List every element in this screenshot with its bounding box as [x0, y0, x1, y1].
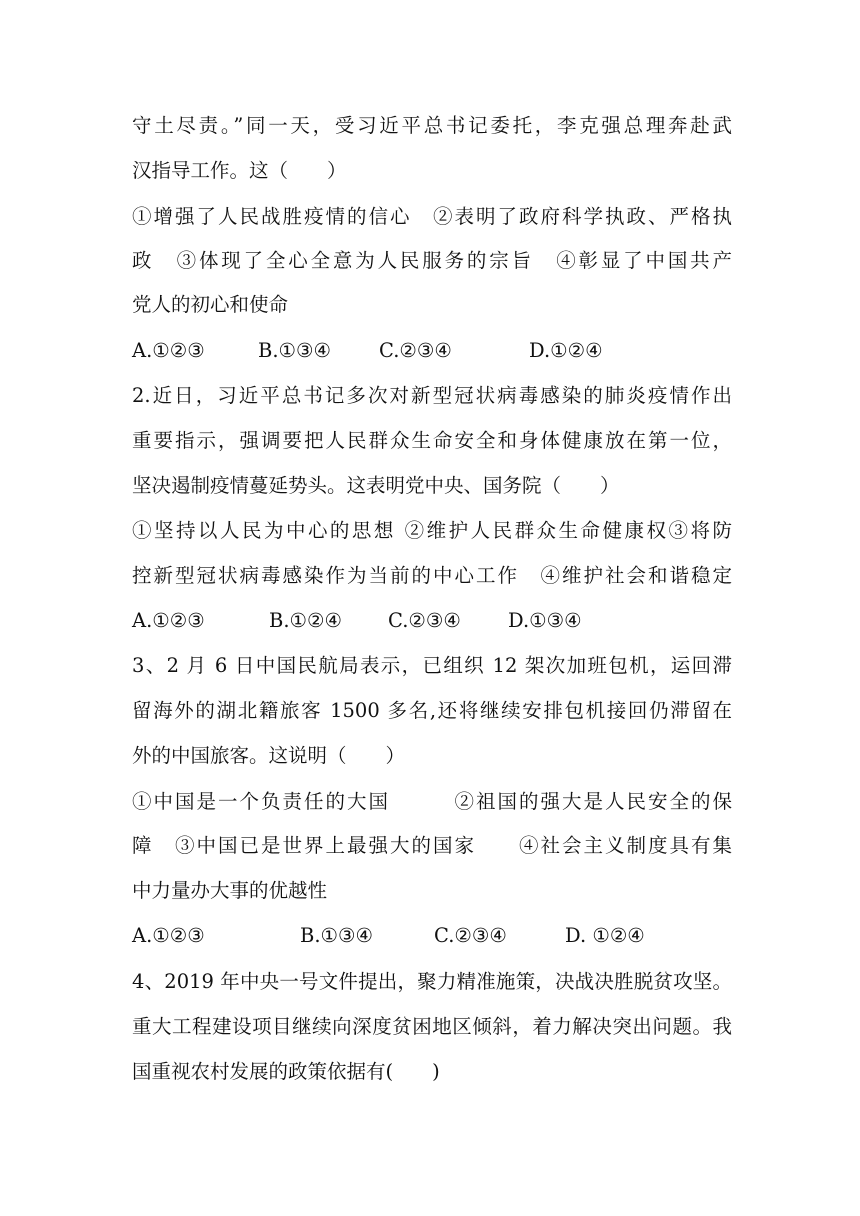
- option-c: C.②③④: [379, 339, 452, 362]
- text-line: 重要指示，强调要把人民群众生命安全和身体健康放在第一位，: [132, 429, 732, 452]
- question-4-line: 4、2019 年中央一号文件提出，聚力精准施策，决战决胜脱贫攻坚。: [132, 970, 732, 993]
- text-line: ①中国是一个负责任的大国 ②祖国的强大是人民安全的保: [132, 790, 732, 813]
- answer-options-q1: [132, 337, 732, 365]
- option-a: A.①②③: [132, 924, 205, 947]
- question-3-line: 3、2 月 6 日中国民航局表示，已组织 12 架次加班包机，运回滞: [132, 654, 732, 677]
- option-d: D. ①②④: [565, 924, 645, 947]
- text-line: 守土尽责。”同一天，受习近平总书记委托，李克强总理奔赴武: [132, 114, 732, 137]
- option-b: B.①③④: [300, 924, 373, 947]
- text-line: 党人的初心和使命: [132, 293, 289, 316]
- text-line: ①增强了人民战胜疫情的信心 ②表明了政府科学执政、严格执: [132, 205, 732, 228]
- option-d: D.①③④: [508, 609, 582, 632]
- option-a: A.①②③: [132, 609, 205, 632]
- text-line: 留海外的湖北籍旅客 1500 多名,还将继续安排包机接回仍滞留在: [132, 699, 732, 722]
- text-line: 国重视农村发展的政策依据有( ): [132, 1060, 440, 1083]
- text-line: 重大工程建设项目继续向深度贫困地区倾斜，着力解决突出问题。我: [132, 1015, 732, 1038]
- option-b: B.①②④: [269, 609, 342, 632]
- option-d: D.①②④: [529, 339, 603, 362]
- answer-options-q2: [132, 607, 732, 635]
- question-2-line: 2.近日，习近平总书记多次对新型冠状病毒感染的肺炎疫情作出: [132, 384, 732, 407]
- text-line: 政 ③体现了全心全意为人民服务的宗旨 ④彰显了中国共产: [132, 249, 732, 272]
- text-line: 中力量办大事的优越性: [132, 879, 328, 902]
- answer-options-q3: [132, 922, 732, 950]
- option-c: C.②③④: [388, 609, 461, 632]
- text-line: 控新型冠状病毒感染作为当前的中心工作 ④维护社会和谐稳定: [132, 564, 732, 587]
- text-line: 汉指导工作。这（ ）: [132, 159, 347, 182]
- text-line: ①坚持以人民为中心的思想 ②维护人民群众生命健康权③将防: [132, 519, 732, 542]
- option-c: C.②③④: [434, 924, 507, 947]
- option-b: B.①③④: [258, 339, 331, 362]
- text-line: 障 ③中国已是世界上最强大的国家 ④社会主义制度具有集: [132, 834, 732, 857]
- option-a: A.①②③: [132, 339, 205, 362]
- text-line: 坚决遏制疫情蔓延势头。这表明党中央、国务院（ ）: [132, 474, 620, 497]
- text-line: 外的中国旅客。这说明（ ）: [132, 744, 406, 767]
